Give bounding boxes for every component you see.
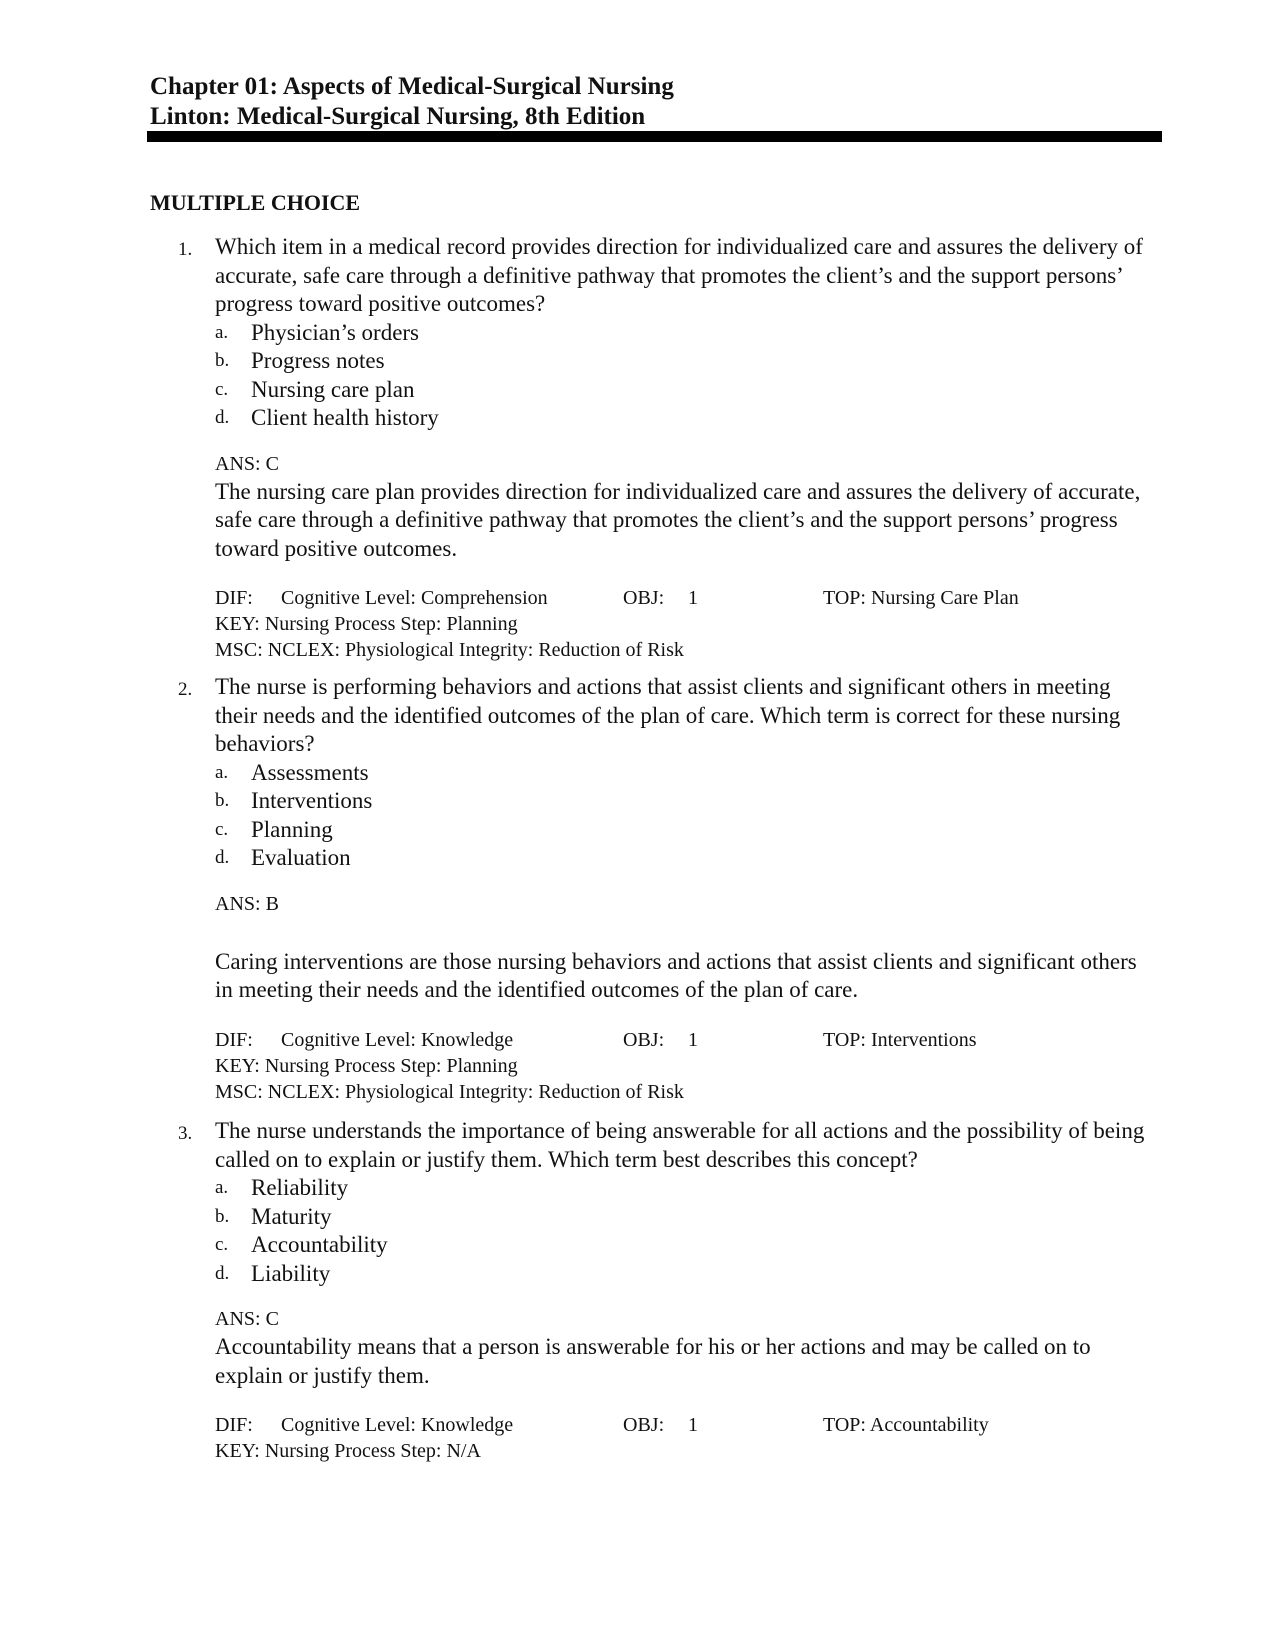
option-text: Accountability <box>251 1232 388 1257</box>
dif-value: Cognitive Level: Comprehension <box>281 587 548 609</box>
option-text: Progress notes <box>251 348 385 373</box>
option-c <box>215 816 1150 845</box>
obj-label: OBJ: <box>623 1028 665 1051</box>
option-text: Maturity <box>251 1203 332 1229</box>
answer-key: ANS: C <box>215 452 279 475</box>
option-a <box>215 759 1150 788</box>
answer-key: ANS: B <box>215 892 279 915</box>
option-letter: a. <box>215 761 229 783</box>
answer-options <box>215 1174 1150 1288</box>
question-metadata <box>215 585 1150 663</box>
question-number: 2. <box>178 679 193 700</box>
answer-options <box>215 319 1150 433</box>
msc-line: MSC: NCLEX: Physiological Integrity: Reduction of Risk <box>215 1080 684 1103</box>
dif-value: Cognitive Level: Knowledge <box>281 1028 514 1051</box>
key-line: KEY: Nursing Process Step: Planning <box>215 613 518 635</box>
question-stem: The nurse understands the importance of being answerable for all actions and the possibility of being called on to explain or justify them. Which term best describes this concept? <box>215 1118 1145 1172</box>
rationale: Accountability means that a person is answerable for his or her actions and may be called on to explain or justify them. <box>215 1334 1091 1388</box>
question-body <box>215 673 1150 1105</box>
answer-options <box>215 759 1150 873</box>
obj-value: 1 <box>688 1414 698 1436</box>
question-stem: Which item in a medical record provides direction for individualized care and assures the delivery of accurate, safe care through a definitive pathway that promotes the client’s and the support persons’ progress toward positive outcomes? <box>215 234 1143 316</box>
obj-value: 1 <box>688 587 698 609</box>
topic: TOP: Accountability <box>823 1414 989 1436</box>
key-line: KEY: Nursing Process Step: N/A <box>215 1440 481 1462</box>
topic: TOP: Nursing Care Plan <box>823 587 1019 609</box>
option-text: Reliability <box>251 1175 349 1200</box>
option-text: Interventions <box>251 788 373 813</box>
option-letter: d. <box>215 847 230 868</box>
obj-value: 1 <box>688 1028 698 1051</box>
rationale: The nursing care plan provides direction for individualized care and assures the delivery of accurate, safe care through a definitive pathway that promotes the client’s and the support persons’ progress toward positive outcomes. <box>215 478 1141 561</box>
option-letter: b. <box>215 1205 230 1227</box>
question-number: 3. <box>178 1123 193 1144</box>
dif-value: Cognitive Level: Knowledge <box>281 1414 514 1436</box>
question-metadata <box>215 1412 1150 1464</box>
option-text: Client health history <box>251 405 439 430</box>
option-b <box>215 1203 1150 1232</box>
msc-line: MSC: NCLEX: Physiological Integrity: Reduction of Risk <box>215 639 684 661</box>
document-header <box>150 72 1160 132</box>
answer-key: ANS: C <box>215 1308 279 1330</box>
option-letter: a. <box>215 1177 229 1198</box>
dif-label: DIF: <box>215 1414 253 1436</box>
option-a <box>215 319 1150 348</box>
option-d <box>215 1260 1150 1289</box>
option-letter: c. <box>215 818 229 840</box>
option-d <box>215 844 1150 873</box>
option-letter: a. <box>215 321 229 343</box>
option-b <box>215 347 1150 376</box>
option-text: Evaluation <box>251 845 351 870</box>
option-c <box>215 376 1150 405</box>
option-text: Physician’s orders <box>251 319 420 345</box>
option-letter: c. <box>215 378 229 400</box>
option-text: Nursing care plan <box>251 376 415 402</box>
option-c <box>215 1231 1150 1260</box>
header-rule <box>147 131 1162 142</box>
question-body <box>215 1117 1150 1464</box>
option-letter: b. <box>215 790 230 811</box>
question-metadata <box>215 1027 1150 1105</box>
book-title: Linton: Medical-Surgical Nursing, 8th Edition <box>150 103 646 130</box>
option-letter: b. <box>215 350 230 371</box>
section-title: MULTIPLE CHOICE <box>150 190 361 215</box>
rationale: Caring interventions are those nursing behaviors and actions that assist clients and significant others in meeting their needs and the identified outcomes of the plan of care. <box>215 948 1137 1002</box>
key-line: KEY: Nursing Process Step: Planning <box>215 1054 518 1077</box>
dif-label: DIF: <box>215 1028 253 1051</box>
option-b <box>215 787 1150 816</box>
option-text: Planning <box>251 816 333 842</box>
question-body <box>215 233 1150 663</box>
option-text: Liability <box>251 1260 331 1286</box>
obj-label: OBJ: <box>623 587 665 609</box>
option-letter: d. <box>215 407 230 428</box>
chapter-title: Chapter 01: Aspects of Medical-Surgical Nursing <box>150 73 674 100</box>
obj-label: OBJ: <box>623 1414 665 1436</box>
topic: TOP: Interventions <box>823 1028 977 1051</box>
option-text: Assessments <box>251 759 369 785</box>
dif-label: DIF: <box>215 587 253 609</box>
option-letter: c. <box>215 1234 229 1255</box>
question-stem: The nurse is performing behaviors and actions that assist clients and significant others in meeting their needs and the identified outcomes of the plan of care. Which term is correct for these nursing behaviors? <box>215 674 1121 756</box>
option-d <box>215 404 1150 433</box>
option-letter: d. <box>215 1262 230 1284</box>
option-a <box>215 1174 1150 1203</box>
question-number: 1. <box>178 239 193 260</box>
